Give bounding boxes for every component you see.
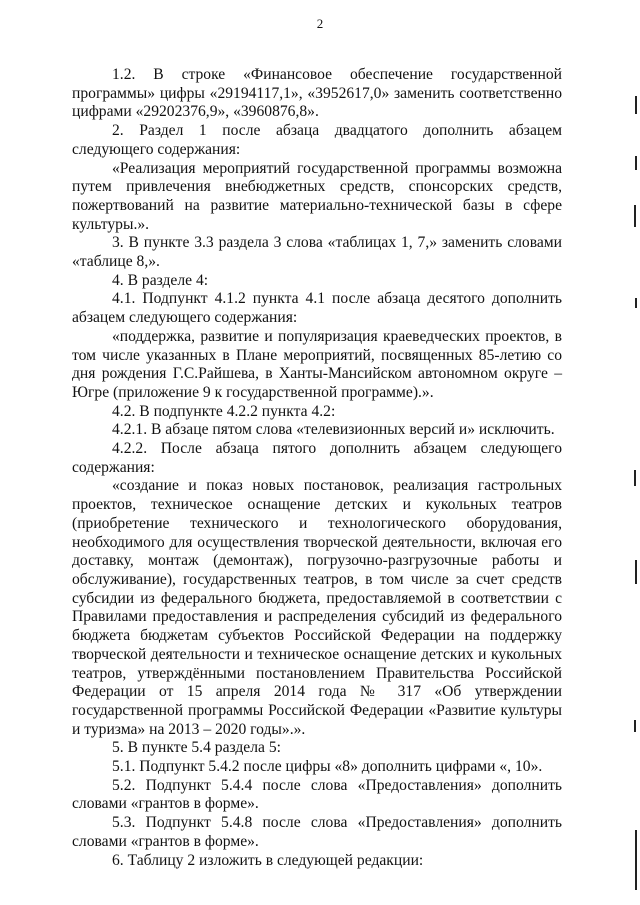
paragraph-2: 2. Раздел 1 после абзаца двадцатого дополнить абзацем следующего содержания: [72, 122, 562, 158]
paragraph-5-3: 5.3. Подпункт 5.4.8 после слова «Предоставления» дополнить словами «грантов в форме». [72, 814, 562, 850]
paragraph-1-2: 1.2. В строке «Финансовое обеспечение государственной программы» цифры «29194117,1», «3952617,0» заменить соответственно цифрами «29202376,9», «3960876,8». [72, 66, 562, 121]
scan-edge-mark [635, 96, 637, 114]
scan-edge-mark [634, 470, 636, 486]
quote-paragraph-culture-funding: «Реализация мероприятий государственной программы возможна путем привлечения внебюджетных средств, спонсорских средств, пожертвований на развитие материально-технической базы в сфере культуры.». [72, 159, 562, 233]
quote-paragraph-local-history: «поддержка, развитие и популяризация краеведческих проектов, в том числе указанных в Плане мероприятий, посвященных 85-летию со дня рождения Г.С.Райшева, в Ханты-Мансийском автономном округе – Югре (приложение 9 к государственной программе).». [72, 327, 562, 401]
paragraph-4-1: 4.1. Подпункт 4.1.2 пункта 4.1 после абзаца десятого дополнить абзацем следующего содержания: [72, 290, 562, 327]
paragraph-6: 6. Таблицу 2 изложить в следующей редакции: [112, 851, 424, 869]
paragraph-5: 5. В пункте 5.4 раздела 5: [112, 739, 281, 757]
scan-edge-mark [635, 298, 637, 308]
paragraph-5-1: 5.1. Подпункт 5.4.2 после цифры «8» дополнить цифрами «, 10». [112, 758, 543, 776]
scan-edge-mark [635, 560, 637, 584]
paragraph-3: 3. В пункте 3.3 раздела 3 слова «таблицах 1, 7,» заменить словами «таблице 8,». [72, 234, 562, 271]
scan-edge-mark [635, 830, 637, 890]
paragraph-4: 4. В разделе 4: [112, 271, 209, 289]
document-body [72, 66, 562, 870]
paragraph-4-2: 4.2. В подпункте 4.2.2 пункта 4.2: [112, 402, 336, 420]
scan-edge-mark [635, 156, 637, 170]
quote-paragraph-theatres: «создание и показ новых постановок, реализация гастрольных проектов, техническое оснащение детских и кукольных театров (приобретение технического и технологического оборудования, необходимого для осуществления творческой деятельности, включая его доставку, монтаж (демонтаж), погрузочно-разгрузочные работы и обслуживание), государственных театров, в том числе за счет средств субсидии из федерального бюджета, предоставляемой в соответствии с Правилами предоставления и распределения субсидий из федерального бюджета бюджетам субъектов Российской Федерации на поддержку творческой деятельности и техническое оснащение детских и кукольных театров, утверждёнными постановлением Правительства Российской Федерации от 15 апреля 2014 года № 317 «Об утверждении государственной программы Российской Федерации «Развитие культуры и туризма» на 2013 – 2020 годы».». [72, 477, 562, 738]
paragraph-4-2-1: 4.2.1. В абзаце пятом слова «телевизионных версий и» исключить. [112, 421, 555, 439]
scan-edge-mark [634, 720, 636, 732]
paragraph-4-2-2: 4.2.2. После абзаца пятого дополнить абзацем следующего содержания: [72, 440, 562, 476]
scan-edge-mark [634, 205, 636, 227]
page-number: 2 [316, 16, 324, 31]
paragraph-5-2: 5.2. Подпункт 5.4.4 после слова «Предоставления» дополнить словами «грантов в форме». [72, 776, 562, 813]
